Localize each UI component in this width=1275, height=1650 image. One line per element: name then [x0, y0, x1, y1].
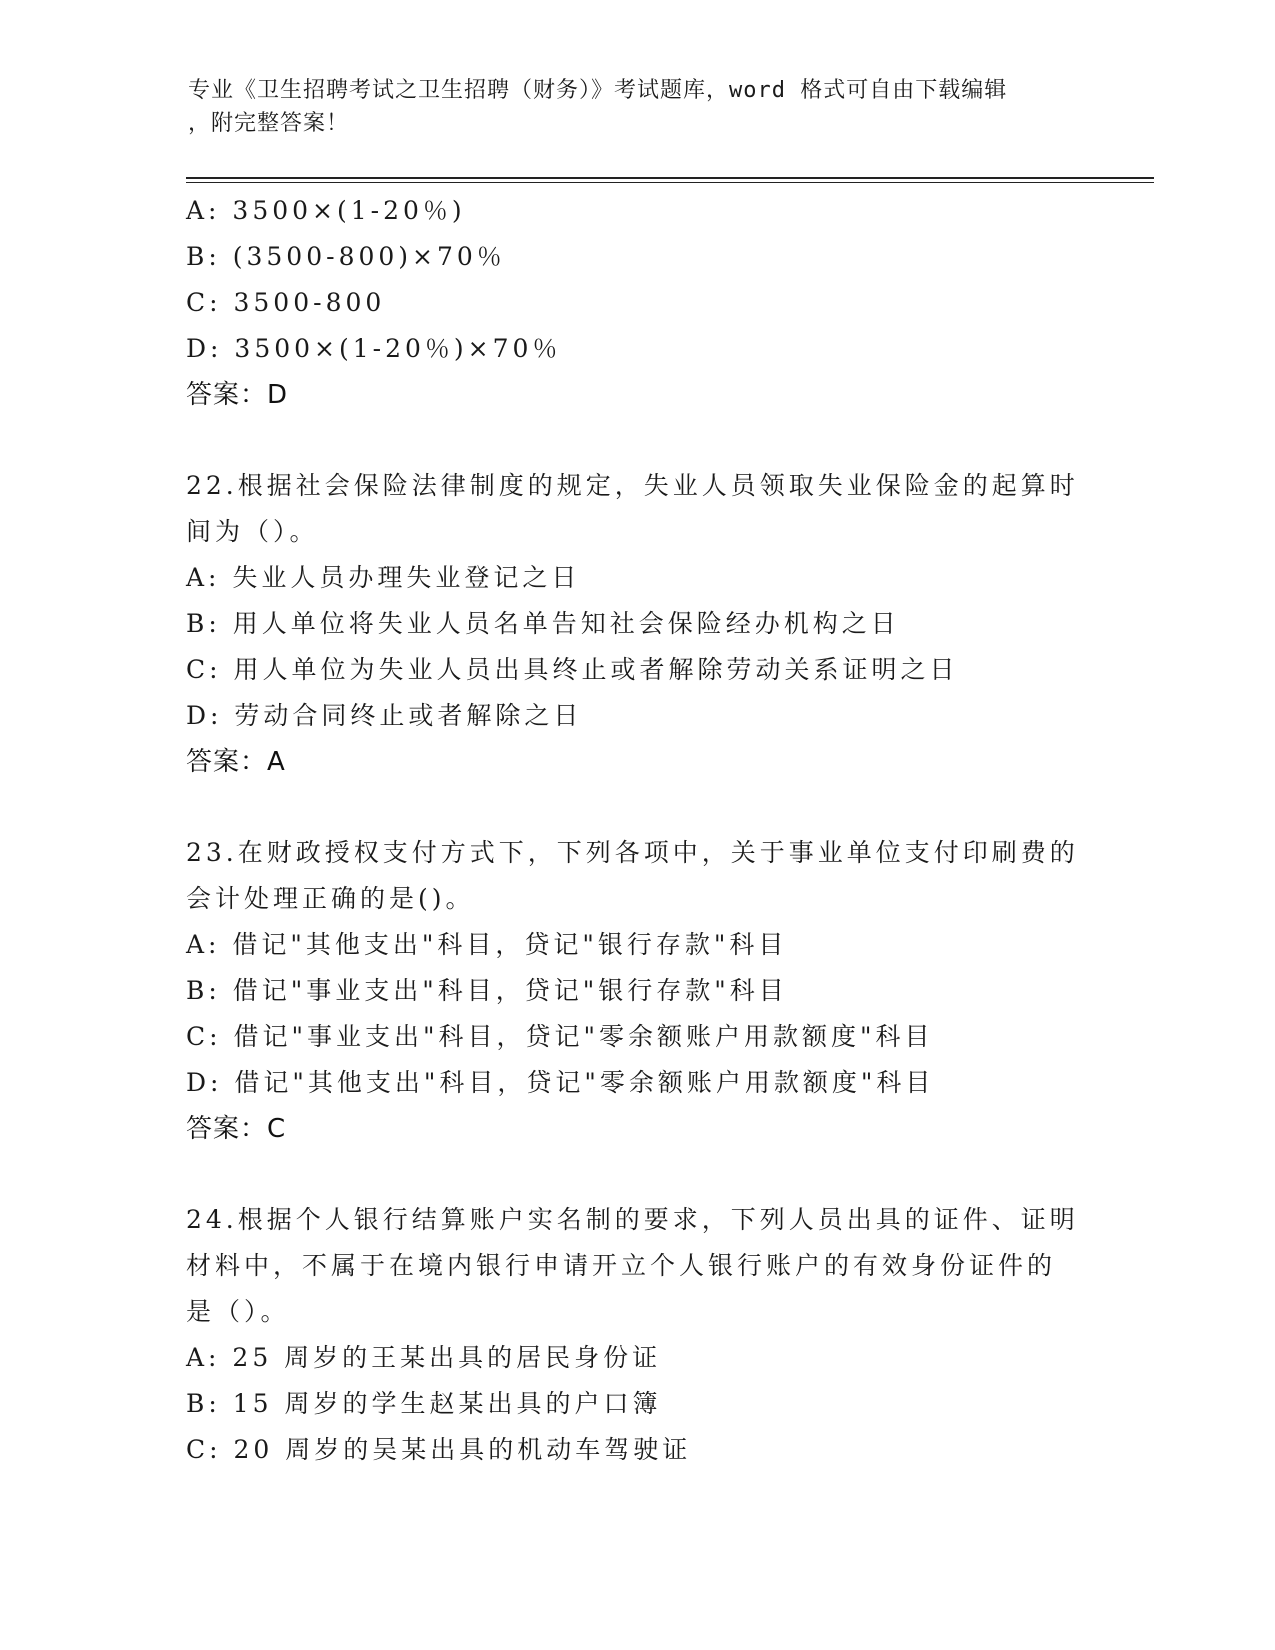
q22-option-d: D: 劳动合同终止或者解除之日 [186, 701, 583, 730]
question-24-block [186, 1197, 1086, 1473]
q22-answer: 答案：A [186, 747, 286, 777]
q21-option-c: C: 3500-800 [186, 288, 386, 317]
q24-stem-line-3: 是（）。 [186, 1297, 290, 1326]
q24-stem-line-1: 24.根据个人银行结算账户实名制的要求，下列人员出具的证件、证明 [186, 1205, 1079, 1234]
q22-option-b: B: 用人单位将失业人员名单告知社会保险经办机构之日 [186, 609, 900, 638]
q23-option-b: B: 借记"事业支出"科目，贷记"银行存款"科目 [186, 976, 788, 1005]
q23-option-a: A: 借记"其他支出"科目，贷记"银行存款"科目 [186, 930, 788, 959]
q21-answer: 答案：D [186, 380, 289, 410]
question-22-block [186, 463, 1086, 785]
q21-option-b: B: (3500-800)×70％ [186, 242, 506, 271]
question-content [186, 188, 1086, 1473]
question-21-block [186, 188, 1086, 418]
header-line-1: 专业《卫生招聘考试之卫生招聘（财务）》考试题库，word 格式可自由下载编辑 [188, 78, 1008, 103]
spacer [186, 418, 1086, 463]
q23-option-c: C: 借记"事业支出"科目，贷记"零余额账户用款额度"科目 [186, 1022, 934, 1051]
q23-stem-line-1: 23.在财政授权支付方式下，下列各项中，关于事业单位支付印刷费的 [186, 838, 1079, 867]
q24-option-a: A: 25 周岁的王某出具的居民身份证 [186, 1343, 662, 1372]
q24-option-b: B: 15 周岁的学生赵某出具的户口簿 [186, 1389, 662, 1418]
header-divider-thick [186, 177, 1154, 179]
q22-option-a: A: 失业人员办理失业登记之日 [186, 563, 581, 592]
header-line-2: ，附完整答案！ [188, 111, 350, 136]
q24-option-c: C: 20 周岁的吴某出具的机动车驾驶证 [186, 1435, 692, 1464]
spacer [186, 1152, 1086, 1197]
q23-answer: 答案：C [186, 1114, 287, 1144]
spacer [186, 785, 1086, 830]
q23-stem-line-2: 会计处理正确的是()。 [186, 884, 475, 913]
q22-option-c: C: 用人单位为失业人员出具终止或者解除劳动关系证明之日 [186, 655, 959, 684]
q22-stem-line-1: 22.根据社会保险法律制度的规定，失业人员领取失业保险金的起算时 [186, 471, 1079, 500]
q22-stem-line-2: 间为（）。 [186, 517, 319, 546]
q23-option-d: D: 借记"其他支出"科目，贷记"零余额账户用款额度"科目 [186, 1068, 935, 1097]
q24-stem-line-2: 材料中，不属于在境内银行申请开立个人银行账户的有效身份证件的 [186, 1251, 1057, 1280]
q21-option-a: A: 3500×(1-20％) [186, 196, 466, 225]
q21-option-d: D: 3500×(1-20％)×70％ [186, 334, 562, 363]
header-divider-thin [186, 182, 1154, 183]
page-header [188, 74, 1088, 140]
question-23-block [186, 830, 1086, 1152]
